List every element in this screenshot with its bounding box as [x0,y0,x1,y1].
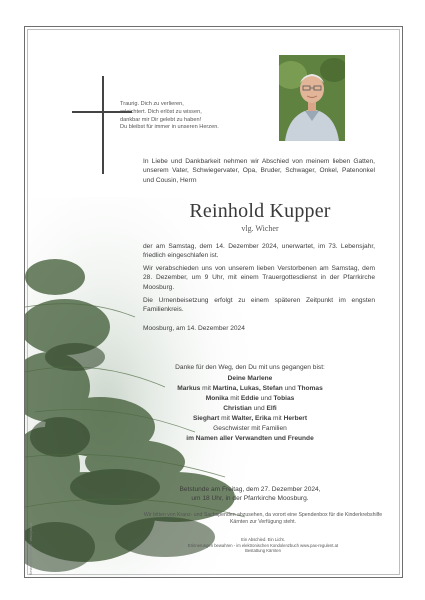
mourner-line: Sieghart mit Walter, Erika mit Herbert [192,415,308,422]
death-notice: der am Samstag, dem 14. Dezember 2024, unerwartet, im 73. Lebensjahr, friedlich eingeschlafen ist. [143,243,375,260]
mourner-line: Christian und Elfi [223,405,277,412]
deceased-nickname: vlg. Wicher [241,224,279,233]
obituary-card [24,26,403,578]
mourner-line: Geschwister mit Familien [213,425,287,432]
footer-note: Ein Abschied. Ein Licht. Erinnerungen bewahren - im elektronischen Kondolenzbuch www.pax-regulent.at Bestattung Kärnten [187,537,339,554]
mourners-list [125,363,375,444]
place-date: Moosburg, am 14. Dezember 2024 [143,325,245,332]
donation-note: Wir bitten von Kranz- und Sachspenden abzusehen, da vorort eine Spendenbox für die Kinderkrebshilfe Kärnten zur Verfügung steht. [143,512,383,526]
deceased-name: Reinhold Kupper [189,200,331,222]
urn-info: Die Urnenbeisetzung erfolgt zu einem späteren Zeitpunkt im engsten Familienkreis. [143,297,375,314]
mourner-line: Monika mit Eddie und Tobias [205,395,295,402]
thanks-intro: Danke für den Weg, den Du mit uns gegangen bist: [175,364,325,371]
mourner-line: im Namen aller Verwandten und Freunde [186,435,314,442]
funeral-info: Wir verabschieden uns von unserem lieben Verstorbenen am Samstag, dem 28. Dezember, um 9 Uhr, mit einem Trauergottesdienst in der Pfarrkirche Moosburg. [143,265,375,291]
intro-paragraph: In Liebe und Dankbarkeit nehmen wir Abschied von meinem lieben Gatten, unserem Vater, Schwiegervater, Opa, Bruder, Schwager, Onkel, Patenonkel und Cousin, Herrn [143,158,375,184]
side-imprint: Bestattung Kärnten · www.pax.at [29,522,33,575]
mourner-line: Markus mit Martina, Lukas, Stefan und Thomas [177,385,323,392]
portrait-photo [279,55,345,141]
mourner-line: Deine Marlene [227,375,273,382]
memorial-verse: Traurig. Dich zu verlieren, erleichtert. Dich erlöst zu wissen, dankbar mir Dir gelebt zu haben! Du bleibst für immer in unseren Herzen. [120,101,219,131]
rosary-info: Betstunde am Freitag, dem 27. Dezember 2024, um 18 Uhr, in der Pfarrkirche Moosburg. [179,486,321,503]
cross-vertical [102,76,104,174]
